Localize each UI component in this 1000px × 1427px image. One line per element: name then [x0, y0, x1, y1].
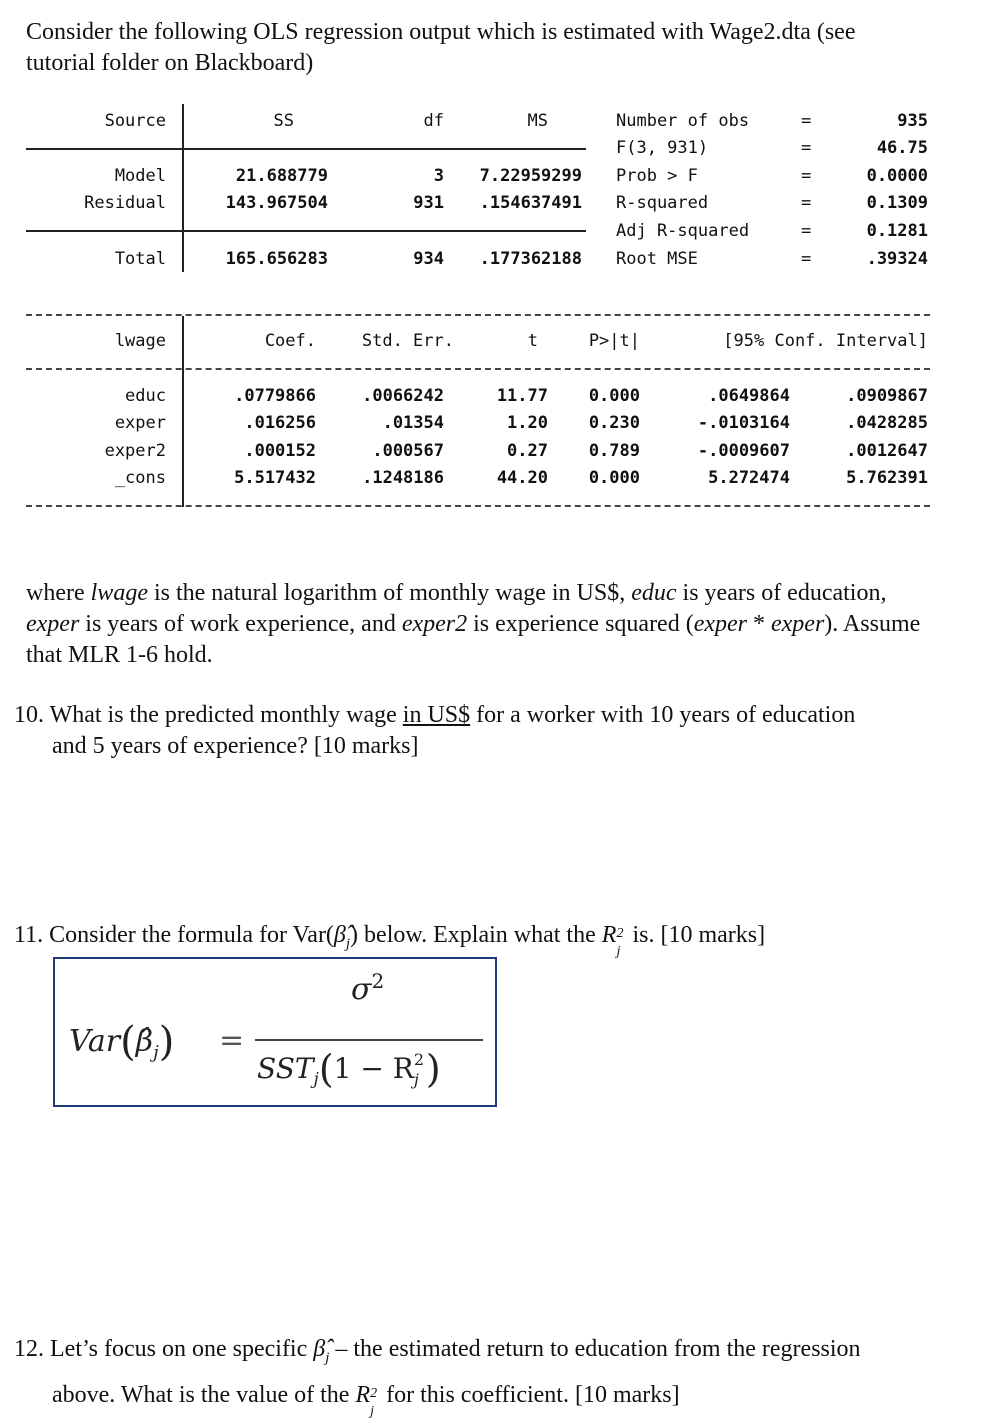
text: is the natural logarithm of monthly wage in US$, — [147, 580, 632, 606]
r-scripts — [413, 1050, 426, 1089]
anova-row-df: 931 — [413, 193, 444, 213]
formula-lhs — [69, 1019, 174, 1065]
text: where — [26, 580, 91, 606]
coef-row-t: 44.20 — [496, 468, 548, 488]
coef-row-coef: .0779866 — [234, 386, 316, 406]
var-exper: exper — [693, 611, 747, 637]
intro-text — [26, 17, 855, 79]
subscript-j: j — [325, 1349, 330, 1366]
stat-label: Adj R-squared — [616, 221, 750, 241]
intro-line-2: tutorial folder on Blackboard) — [26, 50, 314, 76]
variance-formula-box — [53, 957, 497, 1107]
text: 11. Consider the formula for Var( — [14, 922, 334, 948]
text: is experience squared ( — [467, 611, 694, 637]
coef-header-ci: [95% Conf. Interval] — [723, 331, 928, 351]
text: above. What is the value of the — [52, 1381, 356, 1408]
one-minus-r: 1 − R — [333, 1052, 414, 1085]
coef-row-p: 0.789 — [588, 441, 640, 461]
description-line-3: that MLR 1-6 hold. — [26, 642, 213, 668]
anova-row-source: Residual — [84, 193, 166, 213]
left-paren: ( — [120, 1019, 136, 1065]
coef-row-se: .0066242 — [362, 386, 444, 406]
anova-row-source: Model — [114, 166, 166, 186]
text: for a worker with 10 years of education — [470, 702, 856, 728]
q12-line-1 — [14, 1334, 1000, 1374]
var-exper2: exper2 — [401, 611, 468, 637]
coef-row-t: 11.77 — [496, 386, 548, 406]
coef-header-se: Std. Err. — [361, 331, 454, 351]
coef-row-ci-low: 5.272474 — [708, 468, 790, 488]
coef-row-ci-low: -.0009607 — [697, 441, 790, 461]
anova-row-ss: 165.656283 — [225, 249, 328, 269]
coef-row-var: exper2 — [104, 441, 166, 461]
text: * — [747, 611, 771, 637]
anova-total-rule — [26, 230, 586, 232]
coef-top-rule — [26, 314, 930, 316]
coef-row-p: 0.000 — [588, 468, 640, 488]
anova-row-ms: .177362188 — [479, 249, 582, 269]
stat-label: Root MSE — [616, 249, 698, 269]
stat-value: 0.1281 — [866, 221, 928, 241]
coef-header-var: lwage — [114, 331, 166, 351]
text: 10. What is the predicted monthly wage — [14, 702, 403, 728]
stat-equals: = — [801, 138, 812, 158]
coef-row-var: educ — [125, 386, 166, 406]
coef-bottom-rule — [26, 505, 930, 507]
left-paren: ( — [318, 1047, 334, 1091]
coef-row-ci-low: -.0103164 — [697, 413, 790, 433]
text: ) below. Explain what the — [350, 922, 602, 948]
text: is years of work experience, and — [79, 611, 402, 637]
coef-row-se: .1248186 — [362, 468, 444, 488]
text: ). Assume — [824, 611, 921, 637]
anova-header-ss: SS — [273, 111, 294, 131]
question-11 — [14, 920, 765, 960]
coef-header-t: t — [527, 331, 538, 351]
text: for this coefficient. [10 marks] — [380, 1381, 680, 1408]
beta-hat-symbol: β̂ — [313, 1336, 326, 1362]
q10-line-1 — [14, 700, 994, 731]
anova-row-source: Total — [114, 249, 166, 269]
anova-divider — [182, 104, 184, 272]
coef-row-coef: .000152 — [244, 441, 316, 461]
coef-row-var: _cons — [114, 468, 166, 488]
anova-header-ms: MS — [527, 111, 548, 131]
anova-header-source: Source — [104, 111, 166, 131]
r-scripts — [370, 1385, 380, 1419]
coef-row-ci-high: .0428285 — [846, 413, 928, 433]
var-educ: educ — [631, 580, 677, 606]
coef-row-t: 1.20 — [507, 413, 548, 433]
subscript-j: j — [370, 1403, 375, 1419]
stat-equals: = — [801, 166, 812, 186]
stat-equals: = — [801, 221, 812, 241]
stat-value: 0.1309 — [866, 193, 928, 213]
stat-equals: = — [801, 111, 812, 131]
r-symbol: R — [601, 922, 617, 948]
underlined-text: in US$ — [402, 702, 471, 728]
beta-hat-symbol: β̂ — [333, 922, 346, 948]
var-exper: exper — [771, 611, 825, 637]
right-paren: ) — [425, 1047, 441, 1091]
superscript-2: 2 — [616, 926, 624, 941]
superscript-2: 2 — [413, 1050, 425, 1069]
text: is. [10 marks] — [626, 922, 766, 948]
sst-label: SST — [257, 1052, 314, 1085]
anova-row-df: 934 — [413, 249, 444, 269]
formula-denominator — [257, 1047, 441, 1091]
intro-line-1: Consider the following OLS regression output which is estimated with Wage2.dta (see — [26, 19, 856, 45]
coef-row-coef: 5.517432 — [234, 468, 316, 488]
stat-label: R-squared — [616, 193, 709, 213]
anova-row-ss: 143.967504 — [225, 193, 328, 213]
stat-label: F(3, 931) — [616, 138, 709, 158]
coef-row-se: .01354 — [382, 413, 444, 433]
stat-value: 46.75 — [876, 138, 928, 158]
question-10 — [14, 700, 994, 762]
text: – the estimated return to education from the regression — [329, 1336, 861, 1362]
right-paren: ) — [158, 1019, 175, 1065]
stat-label: Prob > F — [616, 166, 698, 186]
stat-equals: = — [801, 249, 812, 269]
var-exper: exper — [26, 611, 80, 637]
coef-row-coef: .016256 — [244, 413, 316, 433]
anova-row-ms: .154637491 — [479, 193, 582, 213]
coef-row-ci-high: .0012647 — [846, 441, 928, 461]
superscript-2: 2 — [371, 969, 385, 993]
text: 12. Let’s focus on one specific — [14, 1336, 314, 1362]
coef-header-coef: Coef. — [264, 331, 316, 351]
r-symbol: R — [355, 1381, 371, 1408]
coef-header-p: P>|t| — [588, 331, 640, 351]
coef-row-ci-high: 5.762391 — [846, 468, 928, 488]
var-label: Var — [69, 1024, 121, 1059]
stat-value: .39324 — [866, 249, 928, 269]
stat-label: Number of obs — [616, 111, 750, 131]
var-lwage: lwage — [90, 580, 148, 606]
coef-row-var: exper — [114, 413, 166, 433]
coef-row-p: 0.230 — [588, 413, 640, 433]
coef-row-t: 0.27 — [507, 441, 548, 461]
beta-hat-symbol: β̂ — [135, 1024, 154, 1059]
equals-sign: = — [219, 1023, 245, 1058]
coef-row-ci-high: .0909867 — [846, 386, 928, 406]
superscript-2: 2 — [370, 1385, 378, 1401]
formula-numerator — [351, 969, 384, 1007]
question-12 — [14, 1334, 1000, 1419]
text: is years of education, — [676, 580, 887, 606]
sigma-symbol: σ — [351, 972, 372, 1007]
description-line-1 — [26, 578, 996, 609]
subscript-j: j — [413, 1070, 419, 1089]
coef-row-se: .000567 — [372, 441, 444, 461]
stat-value: 935 — [897, 111, 928, 131]
anova-header-rule — [26, 148, 586, 150]
subscript-j: j — [153, 1042, 159, 1063]
stat-value: 0.0000 — [866, 166, 928, 186]
stat-equals: = — [801, 193, 812, 213]
description-line-2 — [26, 609, 996, 640]
coef-divider — [182, 316, 184, 507]
subscript-j: j — [616, 944, 621, 959]
coef-header-rule — [26, 368, 930, 370]
anova-header-df: df — [423, 111, 444, 131]
fraction-bar — [255, 1039, 483, 1041]
anova-row-ss: 21.688779 — [235, 166, 328, 186]
subscript-j: j — [345, 935, 351, 952]
r-scripts — [616, 926, 626, 959]
coef-row-ci-low: .0649864 — [708, 386, 790, 406]
q12-line-2 — [14, 1380, 1000, 1419]
anova-row-df: 3 — [433, 166, 444, 186]
q10-line-2: and 5 years of experience? [10 marks] — [52, 733, 419, 759]
anova-row-ms: 7.22959299 — [479, 166, 582, 186]
coef-row-p: 0.000 — [588, 386, 640, 406]
subscript-j: j — [313, 1069, 319, 1090]
description-paragraph — [26, 578, 996, 671]
